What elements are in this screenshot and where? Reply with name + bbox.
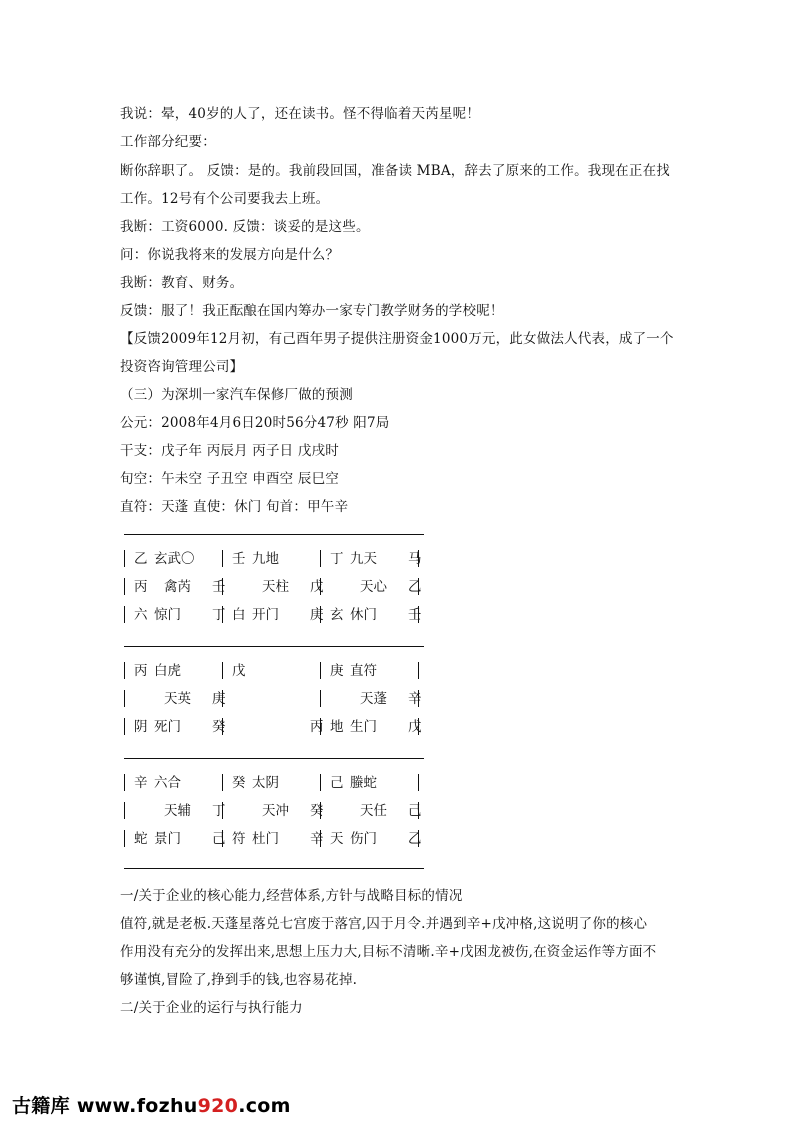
- grid-border: [222, 550, 223, 567]
- grid-cell-text: 丁: [212, 607, 226, 623]
- grid-cell-text: 天蓬: [360, 691, 387, 707]
- grid-cell-line: [134, 801, 226, 821]
- grid-cell-text: 阴: [134, 719, 148, 735]
- grid-cell-line: [134, 605, 226, 625]
- grid-cell-text: 玄: [330, 607, 344, 623]
- text-line: 问：你说我将来的发展方向是什么？: [120, 247, 340, 263]
- grid-cell-line: [330, 717, 422, 737]
- grid-cell-text: 壬: [212, 579, 226, 595]
- grid-cell-text: 天柱: [262, 579, 289, 595]
- grid-cell-line: [134, 577, 226, 597]
- grid-cell-line: [330, 773, 414, 793]
- grid-cell-text: 白: [232, 607, 246, 623]
- grid-cell-text: 丁: [330, 551, 344, 567]
- grid-cell-text: 乙: [134, 551, 148, 567]
- grid-cell-text: 丙: [310, 719, 324, 735]
- grid-cell-line: [232, 577, 324, 597]
- grid-cell-line: [232, 605, 324, 625]
- grid-cell-line: [330, 661, 414, 681]
- grid-cell-text: 癸: [212, 719, 226, 735]
- grid-cell-text: 天心: [360, 579, 387, 595]
- text-line: 值符,就是老板.天蓬星落兑七宫废于落宫,囚于月令.并遇到辛+戊冲格,这说明了你的核心: [120, 916, 648, 932]
- grid-cell-line: [330, 605, 422, 625]
- grid-cell-text: 天任: [360, 803, 387, 819]
- grid-cell-text: 己: [408, 803, 422, 819]
- grid-cell-text: 辛: [310, 831, 324, 847]
- grid-cell-text: 马: [408, 551, 422, 567]
- grid-cell-text: 天英: [164, 691, 191, 707]
- grid-cell-line: [134, 829, 226, 849]
- footer-url-number: 920: [197, 1095, 239, 1117]
- grid-border: [124, 868, 424, 869]
- grid-cell-line: [232, 801, 324, 821]
- grid-cell-text: 太阴: [252, 775, 279, 791]
- grid-cell-line: [232, 829, 324, 849]
- grid-cell-text: 六合: [154, 775, 181, 791]
- grid-cell-line: [134, 689, 226, 709]
- grid-border: [124, 802, 125, 819]
- grid-cell-text: 辛: [134, 775, 148, 791]
- footer-watermark: [12, 1091, 291, 1118]
- grid-cell-text: 九天: [350, 551, 377, 567]
- grid-cell-text: 丁: [212, 803, 226, 819]
- grid-cell-text: 开门: [252, 607, 279, 623]
- grid-cell-line: [330, 577, 422, 597]
- grid-border: [124, 662, 125, 679]
- text-line: 直符：天蓬 直使：休门 旬首：甲午辛: [120, 499, 349, 515]
- text-line: 我断：工资6000. 反馈：谈妥的是这些。: [120, 219, 370, 235]
- grid-border: [320, 662, 321, 679]
- grid-border: [124, 606, 125, 623]
- footer-url-prefix: www.fozhu: [76, 1095, 198, 1117]
- footer-brand: 古籍库: [12, 1095, 70, 1117]
- text-line: 够谨慎,冒险了,挣到手的钱,也容易花掉.: [120, 972, 358, 988]
- grid-cell-text: 辛: [408, 691, 422, 707]
- grid-cell-text: 杜门: [252, 831, 279, 847]
- grid-cell-text: 白虎: [154, 663, 181, 679]
- text-line: 【反馈2009年12月初，有己酉年男子提供注册资金1000万元，此女做法人代表，成了一个: [120, 331, 674, 347]
- grid-cell-text: 乙: [408, 579, 422, 595]
- grid-cell-line: [232, 689, 316, 709]
- grid-cell-text: 天辅: [164, 803, 191, 819]
- text-line: 断你辞职了。 反馈：是的。我前段回国，准备读 MBA，辞去了原来的工作。我现在正在找: [120, 163, 670, 179]
- grid-cell-text: 禽芮: [164, 579, 191, 595]
- grid-border: [124, 758, 424, 759]
- grid-border: [124, 550, 125, 567]
- grid-border: [418, 774, 419, 791]
- section-heading: （三）为深圳一家汽车保修厂做的预测: [120, 387, 353, 403]
- grid-cell-line: [232, 661, 316, 681]
- footer-url-suffix: .com: [238, 1095, 291, 1117]
- grid-cell-text: 丙: [134, 663, 148, 679]
- grid-border: [124, 578, 125, 595]
- grid-cell-line: [134, 717, 226, 737]
- grid-cell-text: 九地: [252, 551, 279, 567]
- grid-cell-line: [330, 549, 422, 569]
- grid-border: [222, 774, 223, 791]
- grid-cell-text: 直符: [350, 663, 377, 679]
- grid-cell-text: 戊: [232, 663, 246, 679]
- text-line: 公元：2008年4月6日20时56分47秒 阳7局: [120, 415, 390, 431]
- grid-cell-line: [232, 717, 324, 737]
- grid-border: [124, 534, 424, 535]
- grid-border: [124, 718, 125, 735]
- text-line: 我断：教育、财务。: [120, 275, 244, 291]
- grid-border: [222, 662, 223, 679]
- grid-cell-text: 己: [212, 831, 226, 847]
- grid-border: [124, 774, 125, 791]
- grid-cell-line: [330, 829, 422, 849]
- grid-cell-line: [134, 661, 218, 681]
- grid-cell-text: 壬: [408, 607, 422, 623]
- grid-cell-text: 景门: [154, 831, 181, 847]
- grid-cell-text: 庚: [330, 663, 344, 679]
- grid-cell-text: 符: [232, 831, 246, 847]
- grid-cell-text: 戊: [310, 579, 324, 595]
- grid-border: [124, 690, 125, 707]
- grid-cell-text: 螣蛇: [350, 775, 377, 791]
- grid-cell-line: [330, 689, 422, 709]
- grid-border: [124, 646, 424, 647]
- grid-cell-text: 庚: [310, 607, 324, 623]
- text-line: 投资咨询管理公司】: [120, 359, 244, 375]
- text-line: 工作部分纪要：: [120, 134, 216, 150]
- text-line: 旬空：午未空 子丑空 申酉空 辰巳空: [120, 471, 339, 487]
- grid-cell-text: 丙: [134, 579, 148, 595]
- qimen-grid: [118, 534, 428, 869]
- section-heading: 一/关于企业的核心能力,经营体系,方针与战略目标的情况: [120, 888, 463, 904]
- grid-cell-text: 己: [330, 775, 344, 791]
- grid-cell-text: 庚: [212, 691, 226, 707]
- grid-cell-text: 戊: [408, 719, 422, 735]
- grid-cell-text: 壬: [232, 551, 246, 567]
- grid-cell-text: 天: [330, 831, 344, 847]
- grid-cell-text: 六: [134, 607, 148, 623]
- grid-cell-text: 乙: [408, 831, 422, 847]
- text-line: 我说：晕，40岁的人了，还在读书。怪不得临着天芮星呢！: [120, 106, 481, 122]
- section-heading: 二/关于企业的运行与执行能力: [120, 1000, 303, 1016]
- grid-cell-text: 生门: [350, 719, 377, 735]
- grid-cell-text: 休门: [350, 607, 377, 623]
- grid-cell-line: [134, 549, 218, 569]
- grid-cell-text: 玄武〇: [154, 551, 195, 567]
- text-line: 作用没有充分的发挥出来,思想上压力大,目标不清晰.辛+戊困龙被伤,在资金运作等方面不: [120, 944, 657, 960]
- grid-cell-text: 天冲: [262, 803, 289, 819]
- grid-cell-text: 伤门: [350, 831, 377, 847]
- grid-border: [418, 662, 419, 679]
- grid-border: [320, 550, 321, 567]
- grid-border: [124, 830, 125, 847]
- grid-cell-text: 地: [330, 719, 344, 735]
- text-line: 工作。12号有个公司要我去上班。: [120, 191, 330, 207]
- text-line: 反馈：服了！我正酝酿在国内筹办一家专门教学财务的学校呢！: [120, 303, 504, 319]
- grid-cell-text: 癸: [310, 803, 324, 819]
- grid-cell-text: 惊门: [154, 607, 181, 623]
- grid-border: [320, 690, 321, 707]
- grid-cell-line: [232, 549, 316, 569]
- grid-cell-line: [134, 773, 218, 793]
- grid-cell-text: 癸: [232, 775, 246, 791]
- text-line: 干支：戊子年 丙辰月 丙子日 戊戌时: [120, 443, 339, 459]
- grid-border: [320, 774, 321, 791]
- grid-cell-text: 死门: [154, 719, 181, 735]
- grid-cell-line: [232, 773, 316, 793]
- grid-cell-text: 蛇: [134, 831, 148, 847]
- grid-cell-line: [330, 801, 422, 821]
